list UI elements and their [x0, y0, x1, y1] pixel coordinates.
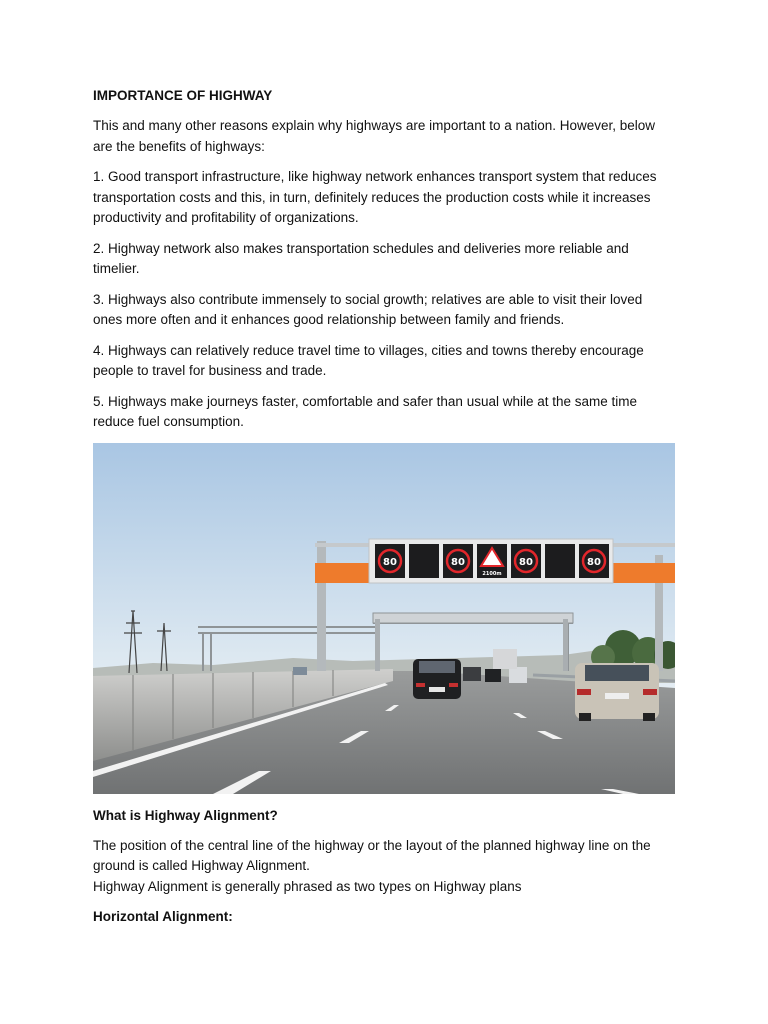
document-title: IMPORTANCE OF HIGHWAY	[93, 88, 273, 103]
document-content	[93, 86, 675, 937]
svg-text:80: 80	[451, 556, 465, 568]
benefit-item-3: 3. Highways also contribute immensely to social growth; relatives are able to visit their loved ones more often and it enhances good relationship between family and friends.	[93, 291, 643, 327]
benefit-item-4: 4. Highways can relatively reduce travel time to villages, cities and towns thereby encourage people to travel for business and trade.	[93, 342, 644, 378]
svg-text:80: 80	[587, 556, 601, 568]
gantry-pole-left	[317, 541, 326, 671]
sign-panel-1	[375, 544, 405, 578]
highway-photo	[93, 443, 675, 794]
alignment-paragraph	[93, 836, 675, 898]
sign-panel-blank	[545, 544, 575, 578]
warning-sign-panel	[477, 544, 507, 578]
alignment-heading: What is Highway Alignment?	[93, 807, 278, 823]
sign-panel-3	[511, 544, 541, 578]
horizontal-alignment-heading: Horizontal Alignment:	[93, 909, 233, 924]
benefit-item-1: 1. Good transport infrastructure, like highway network enhances transport system that reduces transportation costs and this, in turn, definitely reduces the production costs while it increases productivity and profitability of organizations.	[93, 169, 657, 225]
black-car	[413, 659, 461, 699]
svg-text:80: 80	[519, 556, 533, 568]
sign-panel-blank	[409, 544, 439, 578]
benefit-item-2: 2. Highway network also makes transportation schedules and deliveries more reliable and timelier.	[93, 240, 629, 276]
sign-panel-4	[579, 544, 609, 578]
intro-paragraph: This and many other reasons explain why highways are important to a nation. However, below are the benefits of highways:	[93, 118, 656, 154]
svg-text:2100m: 2100m	[482, 570, 502, 577]
silver-sedan	[575, 663, 659, 721]
svg-text:80: 80	[383, 556, 397, 568]
alignment-text-2: Highway Alignment is generally phrased as two types on Highway plans	[93, 878, 522, 894]
sign-panel-2	[443, 544, 473, 578]
benefit-item-5: 5. Highways make journeys faster, comfortable and safer than usual while at the same time reduce fuel consumption.	[93, 393, 638, 429]
alignment-text-1: The position of the central line of the highway or the layout of the planned highway line on the ground is called Highway Alignment.	[93, 837, 651, 873]
